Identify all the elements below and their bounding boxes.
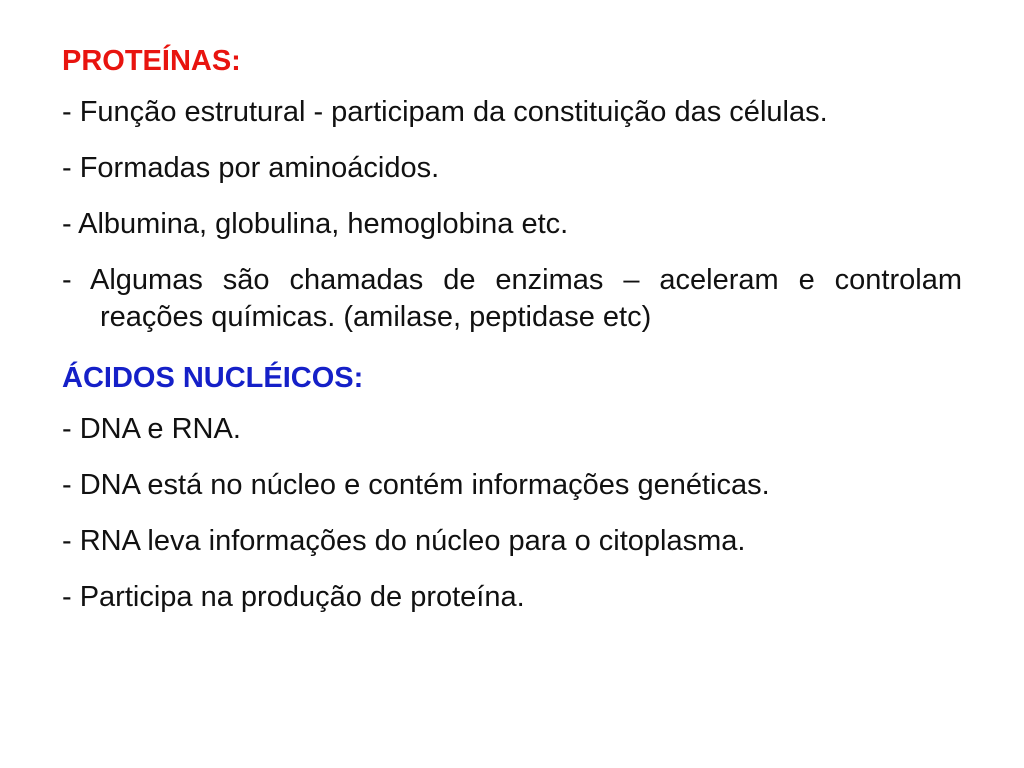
list-item-rna-citoplasma: - RNA leva informações do núcleo para o citoplasma. bbox=[62, 525, 746, 557]
list-item-aminoacidos: - Formadas por aminoácidos. bbox=[62, 152, 440, 184]
section-heading-proteinas: PROTEÍNAS: bbox=[62, 45, 241, 77]
list-item-albumina: - Albumina, globulina, hemoglobina etc. bbox=[62, 208, 569, 240]
list-item-enzimas: - Algumas são chamadas de enzimas – aceleram e controlam reações químicas. (amilase, peptidase etc) bbox=[62, 264, 962, 333]
section-heading-acidos-nucleicos: ÁCIDOS NUCLÉICOS: bbox=[62, 362, 364, 394]
list-item-dna-rna: - DNA e RNA. bbox=[62, 413, 241, 445]
list-item-dna-nucleo: - DNA está no núcleo e contém informações genéticas. bbox=[62, 469, 770, 501]
slide-content bbox=[62, 38, 962, 635]
list-item-funcao-estrutural: - Função estrutural - participam da constituição das células. bbox=[62, 96, 828, 128]
list-item-producao-proteina: - Participa na produção de proteína. bbox=[62, 581, 525, 613]
